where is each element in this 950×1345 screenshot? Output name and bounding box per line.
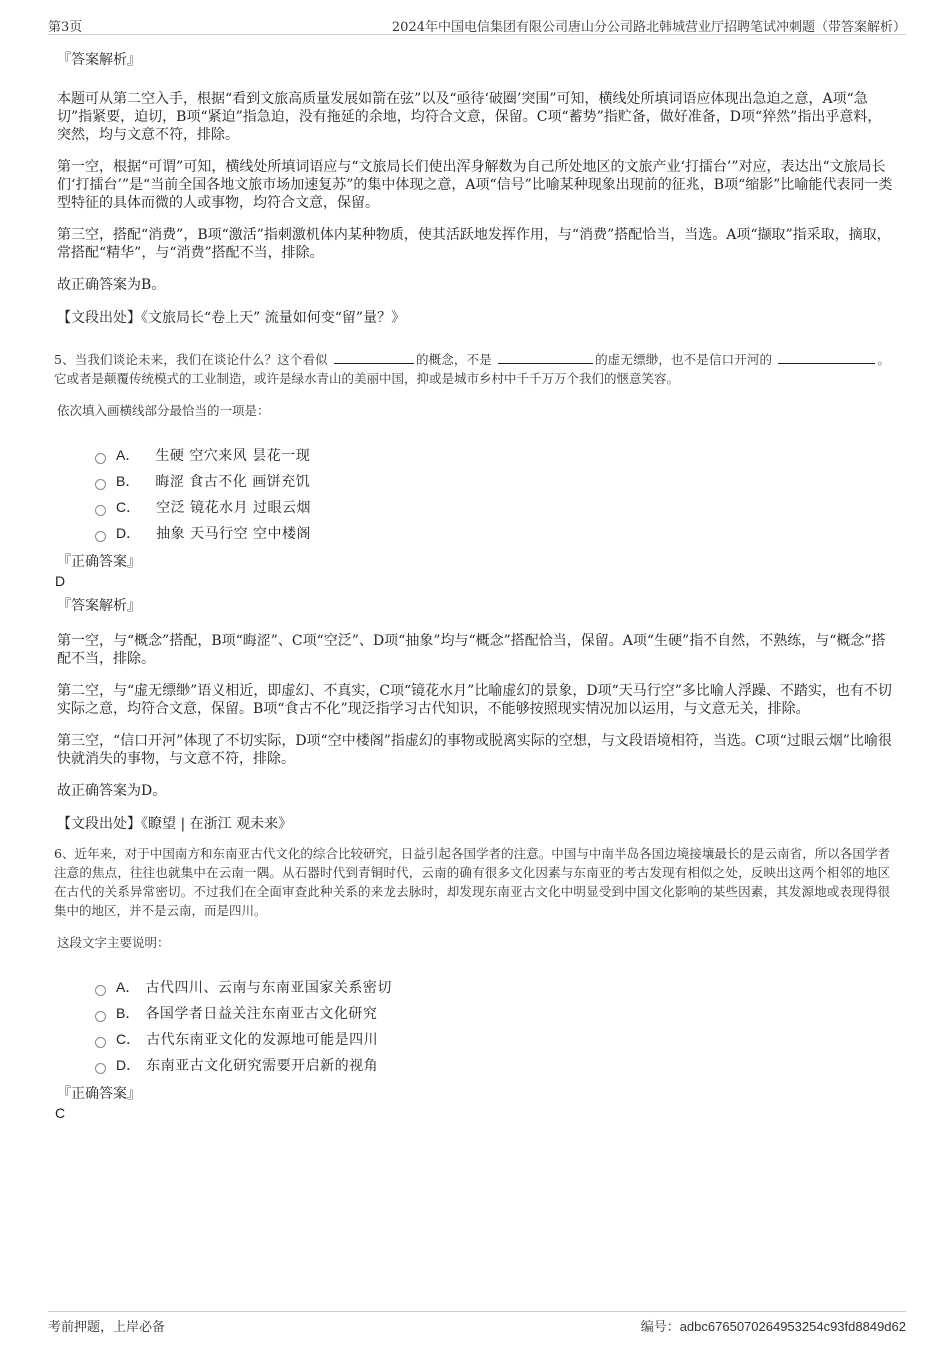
footer-slogan: 考前押题，上岸必备 <box>48 1320 166 1335</box>
radio-button[interactable] <box>95 1063 106 1074</box>
option-d[interactable]: D． 东南亚古文化研究需要开启新的视角 <box>95 1052 893 1078</box>
passage-source: 【文段出处】《文旅局长“卷上天” 流量如何变“留”量？》 <box>57 310 406 326</box>
document-title: 2024年中国电信集团有限公司唐山分公司路北韩城营业厅招聘笔试冲刺题（带答案解析） <box>391 20 906 35</box>
analysis-heading: 『答案解析』 <box>57 52 141 68</box>
page-footer <box>48 1311 906 1335</box>
radio-button[interactable] <box>95 1037 106 1048</box>
passage-source: 【文段出处】《瞭望 | 在浙江 观未来》 <box>57 816 293 832</box>
radio-button[interactable] <box>95 531 106 542</box>
option-c[interactable]: C． 空泛 镜花水月 过眼云烟 <box>95 494 893 520</box>
analysis-paragraph: 第一空，与“概念”搭配，B项“晦涩”、C项“空泛”、D项“抽象”均与“概念”搭配恰当，保留。A项“生硬”指不自然，不熟练，与“概念”搭配不当，排除。 <box>57 633 886 667</box>
blank-3 <box>778 351 875 364</box>
page-number: 第3页 <box>48 20 83 35</box>
question-6-options <box>95 974 893 1078</box>
option-d[interactable]: D． 抽象 天马行空 空中楼阁 <box>95 520 893 546</box>
option-b[interactable]: B． 各国学者日益关注东南亚古文化研究 <box>95 1000 893 1026</box>
radio-button[interactable] <box>95 985 106 996</box>
question-5-options <box>95 442 893 546</box>
radio-button[interactable] <box>95 505 106 516</box>
question-6-prompt: 这段文字主要说明： <box>57 935 170 950</box>
option-a[interactable]: A． 生硬 空穴来风 昙花一现 <box>95 442 893 468</box>
document-serial: 编号：adbc6765070264953254c93fd8849d62 <box>640 1319 906 1334</box>
question-6-stem: 6、近年来，对于中国南方和东南亚古代文化的综合比较研究，日益引起各国学者的注意。中国与中南半岛各国边境接壤最长的是云南省，所以各国学者注意的焦点，往往也就集中在云南一隅。从石器时代到青铜时代，云南的确有很多文化因素与东南亚的考古发现有相似之处，反映出这两个相邻的地区在古代的关系异常密切。不过我们在全面审查此种关系的来龙去脉时，却发现东南亚古文化中明显受到中国文化影响的某些因素，其发源地或表现得很集中的地区，并不是云南，而是四川。 <box>54 846 890 918</box>
analysis-conclusion: 故正确答案为B。 <box>57 277 166 293</box>
analysis-paragraph: 第三空，“信口开河”体现了不切实际，D项“空中楼阁”指虚幻的事物或脱离实际的空想，与文段语境相符，当选。C项“过眼云烟”比喻很快就消失的事物，与文意不符，排除。 <box>57 733 892 767</box>
page-header <box>48 14 906 35</box>
option-c[interactable]: C． 古代东南亚文化的发源地可能是四川 <box>95 1026 893 1052</box>
analysis-paragraph: 第三空，搭配“消费”，B项“激活”指刺激机体内某种物质，使其活跃地发挥作用，与“消费”搭配恰当，当选。A项“撷取”指采取，摘取，常搭配“精华”，与“消费”搭配不当，排除。 <box>57 227 891 261</box>
option-b[interactable]: B． 晦涩 食古不化 画饼充饥 <box>95 468 893 494</box>
radio-button[interactable] <box>95 479 106 490</box>
analysis-paragraph: 第一空，根据“可谓”可知，横线处所填词语应与“文旅局长们使出浑身解数为自己所处地区的文旅产业‘打擂台’”对应，表达出“文旅局长们‘打擂台’”是“当前全国各地文旅市场加速复苏”的集中体现之意，A项“信号”比喻某种现象出现前的征兆，B项“缩影”比喻能代表同一类型特征的具体而微的人或事物，均符合文意，保留。 <box>57 159 893 211</box>
radio-button[interactable] <box>95 453 106 464</box>
analysis-heading: 『答案解析』 <box>57 598 141 614</box>
radio-button[interactable] <box>95 1011 106 1022</box>
question-5-prompt: 依次填入画横线部分最恰当的一项是： <box>57 403 270 418</box>
correct-answer-heading: 『正确答案』 <box>57 554 141 570</box>
blank-2 <box>498 351 593 364</box>
analysis-paragraph: 本题可从第二空入手，根据“看到文旅高质量发展如箭在弦”以及“亟待‘破圈’突围”可知，横线处所填词语应体现出急迫之意，A项“急切”指紧要，迫切，B项“紧迫”指急迫，没有拖延的余地，均符合文意，保留。C项“蓄势”指贮备，做好准备，D项“猝然”指出乎意料，突然，均与文意不符，排除。 <box>57 91 882 143</box>
option-a[interactable]: A． 古代四川、云南与东南亚国家关系密切 <box>95 974 893 1000</box>
correct-answer-value: D <box>55 573 66 589</box>
correct-answer-heading: 『正确答案』 <box>57 1086 141 1102</box>
correct-answer-value: C <box>55 1105 66 1121</box>
question-5-stem: 5、当我们谈论未来，我们在谈论什么？这个看似 的概念，不是 的虚无缥缈，也不是信口开河的 。它或者是颠覆传统模式的工业制造，或许是绿水青山的美丽中国，抑或是城市乡村中千千万万个我们的惬意笑容。 <box>54 352 890 386</box>
analysis-conclusion: 故正确答案为D。 <box>57 783 167 799</box>
blank-1 <box>334 351 414 364</box>
analysis-paragraph: 第二空，与“虚无缥缈”语义相近，即虚幻、不真实，C项“镜花水月”比喻虚幻的景象，D项“天马行空”多比喻人浮躁、不踏实，也有不切实际之意，均符合文意，保留。B项“食古不化”现泛指学习古代知识，不能够按照现实情况加以运用，与文意无关，排除。 <box>57 683 892 717</box>
page-content <box>54 44 893 1124</box>
